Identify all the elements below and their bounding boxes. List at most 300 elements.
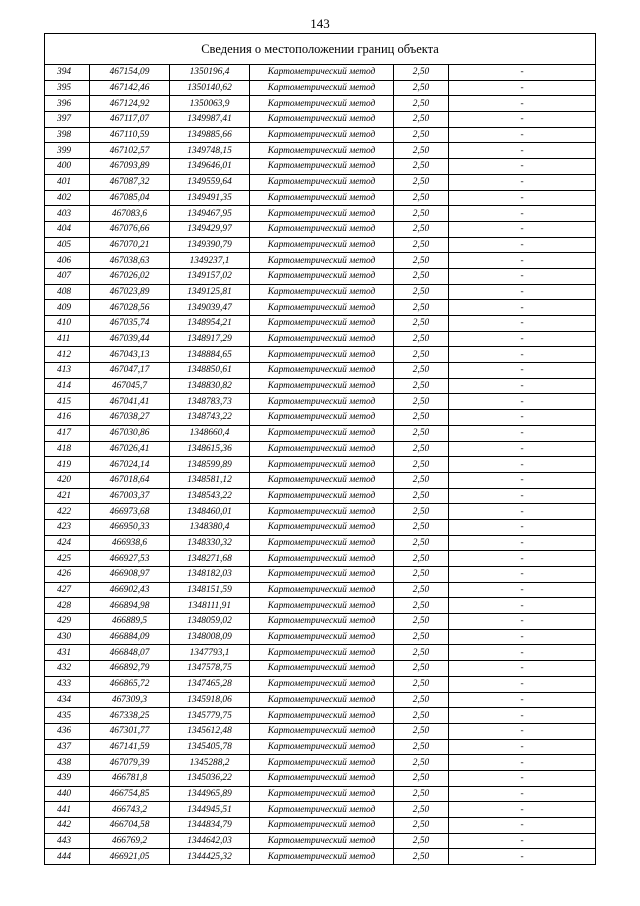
point-number-cell: 442 [45, 818, 90, 834]
y-coordinate-cell: 1345779,75 [170, 708, 250, 724]
accuracy-cell: 2,50 [394, 739, 449, 755]
x-coordinate-cell: 467018,64 [90, 472, 170, 488]
description-cell: - [449, 96, 596, 112]
point-number-cell: 397 [45, 112, 90, 128]
y-coordinate-cell: 1349125,81 [170, 284, 250, 300]
y-coordinate-cell: 1349467,95 [170, 206, 250, 222]
point-number-cell: 411 [45, 331, 90, 347]
description-cell: - [449, 786, 596, 802]
x-coordinate-cell: 466848,07 [90, 645, 170, 661]
y-coordinate-cell: 1349987,41 [170, 112, 250, 128]
accuracy-cell: 2,50 [394, 535, 449, 551]
x-coordinate-cell: 466894,98 [90, 598, 170, 614]
point-number-cell: 396 [45, 96, 90, 112]
y-coordinate-cell: 1348059,02 [170, 614, 250, 630]
y-coordinate-cell: 1348954,21 [170, 316, 250, 332]
accuracy-cell: 2,50 [394, 96, 449, 112]
x-coordinate-cell: 466754,85 [90, 786, 170, 802]
x-coordinate-cell: 466884,09 [90, 629, 170, 645]
method-cell: Картометрический метод [250, 410, 394, 426]
point-number-cell: 433 [45, 676, 90, 692]
y-coordinate-cell: 1349039,47 [170, 300, 250, 316]
method-cell: Картометрический метод [250, 457, 394, 473]
table-row [45, 614, 596, 630]
table-row [45, 472, 596, 488]
accuracy-cell: 2,50 [394, 221, 449, 237]
method-cell: Картометрический метод [250, 80, 394, 96]
accuracy-cell: 2,50 [394, 504, 449, 520]
point-number-cell: 428 [45, 598, 90, 614]
x-coordinate-cell: 467003,37 [90, 488, 170, 504]
accuracy-cell: 2,50 [394, 770, 449, 786]
point-number-cell: 425 [45, 551, 90, 567]
table-row [45, 567, 596, 583]
description-cell: - [449, 472, 596, 488]
y-coordinate-cell: 1349157,02 [170, 268, 250, 284]
table-row [45, 159, 596, 175]
point-number-cell: 431 [45, 645, 90, 661]
x-coordinate-cell: 467045,7 [90, 378, 170, 394]
point-number-cell: 441 [45, 802, 90, 818]
table-row [45, 378, 596, 394]
table-row [45, 441, 596, 457]
description-cell: - [449, 425, 596, 441]
x-coordinate-cell: 466950,33 [90, 519, 170, 535]
point-number-cell: 413 [45, 363, 90, 379]
accuracy-cell: 2,50 [394, 614, 449, 630]
accuracy-cell: 2,50 [394, 316, 449, 332]
method-cell: Картометрический метод [250, 268, 394, 284]
y-coordinate-cell: 1344945,51 [170, 802, 250, 818]
description-cell: - [449, 441, 596, 457]
point-number-cell: 403 [45, 206, 90, 222]
method-cell: Картометрический метод [250, 425, 394, 441]
x-coordinate-cell: 467154,09 [90, 65, 170, 81]
table-row [45, 65, 596, 81]
table-row [45, 112, 596, 128]
method-cell: Картометрический метод [250, 833, 394, 849]
x-coordinate-cell: 466921,05 [90, 849, 170, 865]
accuracy-cell: 2,50 [394, 551, 449, 567]
y-coordinate-cell: 1345288,2 [170, 755, 250, 771]
table-row [45, 645, 596, 661]
method-cell: Картометрический метод [250, 300, 394, 316]
table-row [45, 833, 596, 849]
table-row [45, 347, 596, 363]
x-coordinate-cell: 467026,02 [90, 268, 170, 284]
accuracy-cell: 2,50 [394, 708, 449, 724]
x-coordinate-cell: 466743,2 [90, 802, 170, 818]
accuracy-cell: 2,50 [394, 425, 449, 441]
point-number-cell: 423 [45, 519, 90, 535]
accuracy-cell: 2,50 [394, 755, 449, 771]
accuracy-cell: 2,50 [394, 818, 449, 834]
table-row [45, 425, 596, 441]
y-coordinate-cell: 1347465,28 [170, 676, 250, 692]
point-number-cell: 440 [45, 786, 90, 802]
accuracy-cell: 2,50 [394, 80, 449, 96]
table-row [45, 802, 596, 818]
y-coordinate-cell: 1348917,29 [170, 331, 250, 347]
point-number-cell: 421 [45, 488, 90, 504]
table-row [45, 96, 596, 112]
accuracy-cell: 2,50 [394, 300, 449, 316]
point-number-cell: 419 [45, 457, 90, 473]
accuracy-cell: 2,50 [394, 472, 449, 488]
description-cell: - [449, 519, 596, 535]
method-cell: Картометрический метод [250, 253, 394, 269]
description-cell: - [449, 80, 596, 96]
y-coordinate-cell: 1345036,22 [170, 770, 250, 786]
accuracy-cell: 2,50 [394, 127, 449, 143]
method-cell: Картометрический метод [250, 692, 394, 708]
table-row [45, 206, 596, 222]
y-coordinate-cell: 1348581,12 [170, 472, 250, 488]
table-row [45, 629, 596, 645]
description-cell: - [449, 300, 596, 316]
y-coordinate-cell: 1347793,1 [170, 645, 250, 661]
method-cell: Картометрический метод [250, 96, 394, 112]
point-number-cell: 410 [45, 316, 90, 332]
point-number-cell: 426 [45, 567, 90, 583]
point-number-cell: 394 [45, 65, 90, 81]
description-cell: - [449, 65, 596, 81]
point-number-cell: 432 [45, 661, 90, 677]
table-row [45, 770, 596, 786]
description-cell: - [449, 253, 596, 269]
accuracy-cell: 2,50 [394, 519, 449, 535]
method-cell: Картометрический метод [250, 394, 394, 410]
accuracy-cell: 2,50 [394, 347, 449, 363]
description-cell: - [449, 598, 596, 614]
point-number-cell: 439 [45, 770, 90, 786]
method-cell: Картометрический метод [250, 629, 394, 645]
x-coordinate-cell: 467083,6 [90, 206, 170, 222]
description-cell: - [449, 504, 596, 520]
description-cell: - [449, 582, 596, 598]
x-coordinate-cell: 467028,56 [90, 300, 170, 316]
y-coordinate-cell: 1348330,32 [170, 535, 250, 551]
x-coordinate-cell: 466865,72 [90, 676, 170, 692]
y-coordinate-cell: 1348008,09 [170, 629, 250, 645]
x-coordinate-cell: 467102,57 [90, 143, 170, 159]
y-coordinate-cell: 1350140,62 [170, 80, 250, 96]
table-row [45, 190, 596, 206]
point-number-cell: 395 [45, 80, 90, 96]
y-coordinate-cell: 1349748,15 [170, 143, 250, 159]
description-cell: - [449, 284, 596, 300]
y-coordinate-cell: 1345612,48 [170, 723, 250, 739]
table-row [45, 661, 596, 677]
method-cell: Картометрический метод [250, 535, 394, 551]
table-row [45, 723, 596, 739]
accuracy-cell: 2,50 [394, 253, 449, 269]
method-cell: Картометрический метод [250, 849, 394, 865]
accuracy-cell: 2,50 [394, 394, 449, 410]
y-coordinate-cell: 1344965,89 [170, 786, 250, 802]
description-cell: - [449, 237, 596, 253]
accuracy-cell: 2,50 [394, 378, 449, 394]
accuracy-cell: 2,50 [394, 112, 449, 128]
x-coordinate-cell: 466938,6 [90, 535, 170, 551]
table-title: Сведения о местоположении границ объекта [45, 34, 596, 65]
y-coordinate-cell: 1347578,75 [170, 661, 250, 677]
table-row [45, 300, 596, 316]
y-coordinate-cell: 1349646,01 [170, 159, 250, 175]
point-number-cell: 443 [45, 833, 90, 849]
description-cell: - [449, 833, 596, 849]
x-coordinate-cell: 467338,25 [90, 708, 170, 724]
x-coordinate-cell: 467030,86 [90, 425, 170, 441]
accuracy-cell: 2,50 [394, 363, 449, 379]
point-number-cell: 415 [45, 394, 90, 410]
description-cell: - [449, 692, 596, 708]
x-coordinate-cell: 467093,89 [90, 159, 170, 175]
table-row [45, 755, 596, 771]
method-cell: Картометрический метод [250, 661, 394, 677]
point-number-cell: 416 [45, 410, 90, 426]
point-number-cell: 418 [45, 441, 90, 457]
method-cell: Картометрический метод [250, 645, 394, 661]
table-row [45, 221, 596, 237]
method-cell: Картометрический метод [250, 567, 394, 583]
x-coordinate-cell: 467038,27 [90, 410, 170, 426]
table-row [45, 143, 596, 159]
accuracy-cell: 2,50 [394, 629, 449, 645]
description-cell: - [449, 190, 596, 206]
table-row [45, 739, 596, 755]
y-coordinate-cell: 1350063,9 [170, 96, 250, 112]
point-number-cell: 409 [45, 300, 90, 316]
x-coordinate-cell: 466781,8 [90, 770, 170, 786]
table-row [45, 284, 596, 300]
accuracy-cell: 2,50 [394, 598, 449, 614]
table-row [45, 504, 596, 520]
accuracy-cell: 2,50 [394, 833, 449, 849]
point-number-cell: 408 [45, 284, 90, 300]
y-coordinate-cell: 1348380,4 [170, 519, 250, 535]
point-number-cell: 417 [45, 425, 90, 441]
method-cell: Картометрический метод [250, 786, 394, 802]
method-cell: Картометрический метод [250, 802, 394, 818]
x-coordinate-cell: 467038,63 [90, 253, 170, 269]
y-coordinate-cell: 1348599,89 [170, 457, 250, 473]
y-coordinate-cell: 1348543,22 [170, 488, 250, 504]
description-cell: - [449, 676, 596, 692]
x-coordinate-cell: 467142,46 [90, 80, 170, 96]
description-cell: - [449, 410, 596, 426]
y-coordinate-cell: 1348830,82 [170, 378, 250, 394]
point-number-cell: 427 [45, 582, 90, 598]
table-row [45, 253, 596, 269]
accuracy-cell: 2,50 [394, 786, 449, 802]
y-coordinate-cell: 1348783,73 [170, 394, 250, 410]
y-coordinate-cell: 1348271,68 [170, 551, 250, 567]
y-coordinate-cell: 1344834,79 [170, 818, 250, 834]
table-row [45, 316, 596, 332]
y-coordinate-cell: 1344425,32 [170, 849, 250, 865]
x-coordinate-cell: 466908,97 [90, 567, 170, 583]
description-cell: - [449, 457, 596, 473]
method-cell: Картометрический метод [250, 519, 394, 535]
accuracy-cell: 2,50 [394, 206, 449, 222]
boundary-table [44, 33, 596, 865]
table-row [45, 331, 596, 347]
y-coordinate-cell: 1349390,79 [170, 237, 250, 253]
y-coordinate-cell: 1345918,06 [170, 692, 250, 708]
x-coordinate-cell: 467070,21 [90, 237, 170, 253]
description-cell: - [449, 723, 596, 739]
y-coordinate-cell: 1348850,61 [170, 363, 250, 379]
accuracy-cell: 2,50 [394, 567, 449, 583]
method-cell: Картометрический метод [250, 221, 394, 237]
method-cell: Картометрический метод [250, 504, 394, 520]
description-cell: - [449, 629, 596, 645]
method-cell: Картометрический метод [250, 488, 394, 504]
method-cell: Картометрический метод [250, 331, 394, 347]
page-number: 143 [310, 16, 330, 31]
description-cell: - [449, 143, 596, 159]
x-coordinate-cell: 467076,66 [90, 221, 170, 237]
accuracy-cell: 2,50 [394, 190, 449, 206]
description-cell: - [449, 112, 596, 128]
accuracy-cell: 2,50 [394, 802, 449, 818]
method-cell: Картометрический метод [250, 190, 394, 206]
method-cell: Картометрический метод [250, 143, 394, 159]
accuracy-cell: 2,50 [394, 582, 449, 598]
y-coordinate-cell: 1349491,35 [170, 190, 250, 206]
point-number-cell: 407 [45, 268, 90, 284]
table-row [45, 237, 596, 253]
method-cell: Картометрический метод [250, 127, 394, 143]
accuracy-cell: 2,50 [394, 849, 449, 865]
description-cell: - [449, 268, 596, 284]
y-coordinate-cell: 1349429,97 [170, 221, 250, 237]
x-coordinate-cell: 467079,39 [90, 755, 170, 771]
point-number-cell: 401 [45, 174, 90, 190]
table-row [45, 692, 596, 708]
x-coordinate-cell: 467085,04 [90, 190, 170, 206]
description-cell: - [449, 316, 596, 332]
y-coordinate-cell: 1344642,03 [170, 833, 250, 849]
y-coordinate-cell: 1350196,4 [170, 65, 250, 81]
description-cell: - [449, 394, 596, 410]
table-row [45, 676, 596, 692]
table-row [45, 457, 596, 473]
x-coordinate-cell: 466892,79 [90, 661, 170, 677]
description-cell: - [449, 708, 596, 724]
accuracy-cell: 2,50 [394, 268, 449, 284]
y-coordinate-cell: 1348660,4 [170, 425, 250, 441]
point-number-cell: 429 [45, 614, 90, 630]
accuracy-cell: 2,50 [394, 661, 449, 677]
table-body [45, 65, 596, 865]
accuracy-cell: 2,50 [394, 441, 449, 457]
method-cell: Картометрический метод [250, 818, 394, 834]
method-cell: Картометрический метод [250, 159, 394, 175]
description-cell: - [449, 174, 596, 190]
table-row [45, 410, 596, 426]
accuracy-cell: 2,50 [394, 723, 449, 739]
x-coordinate-cell: 466973,68 [90, 504, 170, 520]
method-cell: Картометрический метод [250, 112, 394, 128]
x-coordinate-cell: 467039,44 [90, 331, 170, 347]
description-cell: - [449, 645, 596, 661]
point-number-cell: 400 [45, 159, 90, 175]
method-cell: Картометрический метод [250, 770, 394, 786]
point-number-cell: 404 [45, 221, 90, 237]
x-coordinate-cell: 466927,53 [90, 551, 170, 567]
method-cell: Картометрический метод [250, 582, 394, 598]
y-coordinate-cell: 1348460,01 [170, 504, 250, 520]
method-cell: Картометрический метод [250, 441, 394, 457]
table-row [45, 818, 596, 834]
point-number-cell: 414 [45, 378, 90, 394]
method-cell: Картометрический метод [250, 237, 394, 253]
description-cell: - [449, 614, 596, 630]
point-number-cell: 399 [45, 143, 90, 159]
method-cell: Картометрический метод [250, 723, 394, 739]
point-number-cell: 420 [45, 472, 90, 488]
method-cell: Картометрический метод [250, 472, 394, 488]
point-number-cell: 436 [45, 723, 90, 739]
table-row [45, 268, 596, 284]
accuracy-cell: 2,50 [394, 488, 449, 504]
method-cell: Картометрический метод [250, 65, 394, 81]
y-coordinate-cell: 1348615,36 [170, 441, 250, 457]
x-coordinate-cell: 467047,17 [90, 363, 170, 379]
description-cell: - [449, 378, 596, 394]
y-coordinate-cell: 1348182,03 [170, 567, 250, 583]
description-cell: - [449, 331, 596, 347]
accuracy-cell: 2,50 [394, 676, 449, 692]
description-cell: - [449, 363, 596, 379]
method-cell: Картометрический метод [250, 284, 394, 300]
description-cell: - [449, 755, 596, 771]
y-coordinate-cell: 1349885,66 [170, 127, 250, 143]
x-coordinate-cell: 467110,59 [90, 127, 170, 143]
method-cell: Картометрический метод [250, 174, 394, 190]
accuracy-cell: 2,50 [394, 174, 449, 190]
method-cell: Картометрический метод [250, 739, 394, 755]
point-number-cell: 398 [45, 127, 90, 143]
method-cell: Картометрический метод [250, 755, 394, 771]
table-row [45, 582, 596, 598]
point-number-cell: 435 [45, 708, 90, 724]
x-coordinate-cell: 466889,5 [90, 614, 170, 630]
table-row [45, 551, 596, 567]
x-coordinate-cell: 466902,43 [90, 582, 170, 598]
point-number-cell: 406 [45, 253, 90, 269]
accuracy-cell: 2,50 [394, 410, 449, 426]
method-cell: Картометрический метод [250, 316, 394, 332]
table-row [45, 708, 596, 724]
x-coordinate-cell: 467026,41 [90, 441, 170, 457]
point-number-cell: 424 [45, 535, 90, 551]
description-cell: - [449, 551, 596, 567]
method-cell: Картометрический метод [250, 676, 394, 692]
x-coordinate-cell: 467301,77 [90, 723, 170, 739]
description-cell: - [449, 127, 596, 143]
description-cell: - [449, 567, 596, 583]
description-cell: - [449, 802, 596, 818]
point-number-cell: 438 [45, 755, 90, 771]
x-coordinate-cell: 467023,89 [90, 284, 170, 300]
description-cell: - [449, 818, 596, 834]
point-number-cell: 437 [45, 739, 90, 755]
table-row [45, 174, 596, 190]
y-coordinate-cell: 1345405,78 [170, 739, 250, 755]
